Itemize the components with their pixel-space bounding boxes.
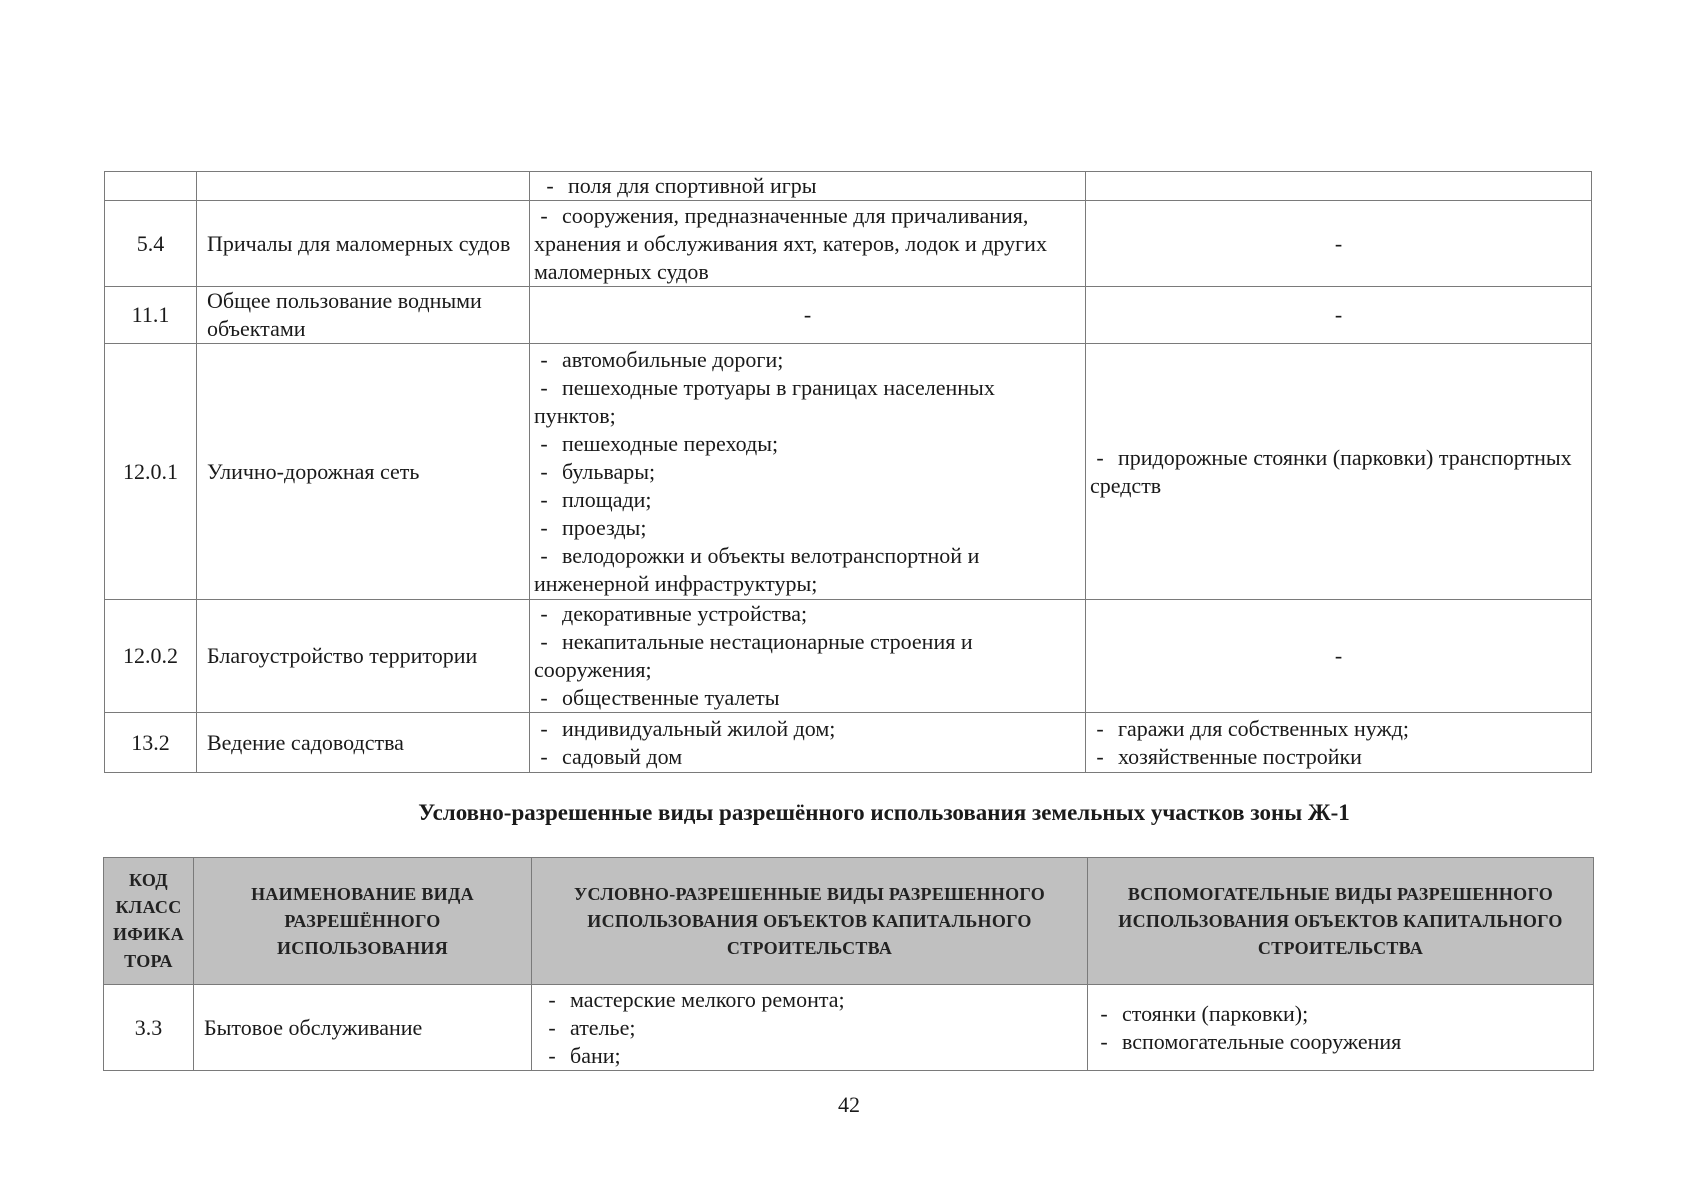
row-code-cell: 5.4 <box>105 201 197 287</box>
list-item: - вспомогательные сооружения <box>1100 1028 1402 1054</box>
row-main-uses-cell <box>530 713 1086 773</box>
row-aux-uses-cell: - <box>1086 287 1592 344</box>
list-item: - площади; <box>540 486 652 512</box>
table-row <box>105 600 1592 713</box>
table-row <box>104 985 1594 1071</box>
row-main-uses-cell <box>530 600 1086 713</box>
table-row <box>105 713 1592 773</box>
page-number: 42 <box>838 1092 860 1117</box>
row-aux-uses-cell: - <box>1086 600 1592 713</box>
row-main-uses-cell <box>530 172 1086 201</box>
table-row <box>105 201 1592 287</box>
table-row <box>105 344 1592 600</box>
list-item: - индивидуальный жилой дом; <box>540 715 836 741</box>
row-main-uses-cell <box>532 985 1088 1071</box>
row-aux-uses-cell <box>1086 172 1592 201</box>
row-code-cell: 11.1 <box>105 287 197 344</box>
list-item: - велодорожки и объекты велотранспортной и инженерной инфраструктуры; <box>534 542 980 596</box>
header-code: КОД КЛАСС ИФИКА ТОРА <box>104 858 194 985</box>
row-main-uses-cell: - <box>530 287 1086 344</box>
row-name-cell: Улично-дорожная сеть <box>197 344 530 600</box>
list-item: - гаражи для собственных нужд; <box>1096 715 1409 741</box>
list-item: - проезды; <box>540 514 647 540</box>
list-item: - хозяйственные постройки <box>1096 743 1362 769</box>
list-item: - бани; <box>548 1042 621 1068</box>
row-aux-uses-cell <box>1086 344 1592 600</box>
row-name-cell: Бытовое обслуживание <box>194 985 532 1071</box>
row-name-cell <box>197 172 530 201</box>
row-main-uses-cell <box>530 201 1086 287</box>
row-code-cell: 12.0.2 <box>105 600 197 713</box>
row-name-cell: Благоустройство территории <box>197 600 530 713</box>
row-aux-uses-cell <box>1086 713 1592 773</box>
table-header-row <box>104 858 1594 985</box>
section-title: Условно-разрешенные виды разрешённого использования земельных участков зоны Ж-1 <box>418 800 1350 825</box>
table-row <box>105 172 1592 201</box>
row-name-cell: Ведение садоводства <box>197 713 530 773</box>
list-item: - бульвары; <box>540 458 656 484</box>
conditional-uses-table <box>103 857 1594 1071</box>
header-main-uses: УСЛОВНО-РАЗРЕШЕННЫЕ ВИДЫ РАЗРЕШЕННОГО ИСПОЛЬЗОВАНИЯ ОБЪЕКТОВ КАПИТАЛЬНОГО СТРОИТЕЛЬСТВА <box>532 858 1088 985</box>
list-item: - придорожные стоянки (парковки) транспортных средств <box>1090 444 1572 498</box>
list-item: - общественные туалеты <box>540 685 780 710</box>
row-code-cell <box>105 172 197 201</box>
permitted-uses-table-continued <box>104 171 1592 773</box>
row-code-cell: 3.3 <box>104 985 194 1071</box>
row-code-cell: 13.2 <box>105 713 197 773</box>
list-item: - некапитальные нестационарные строения и сооружения; <box>534 629 973 682</box>
row-aux-uses-cell: - <box>1086 201 1592 287</box>
row-main-uses-cell <box>530 344 1086 600</box>
list-item: - ателье; <box>548 1014 636 1040</box>
list-item: - мастерские мелкого ремонта; <box>548 986 845 1012</box>
row-code-cell: 12.0.1 <box>105 344 197 600</box>
list-item: - садовый дом <box>540 743 683 769</box>
row-aux-uses-cell <box>1088 985 1594 1071</box>
header-name: НАИМЕНОВАНИЕ ВИДА РАЗРЕШЁННОГО ИСПОЛЬЗОВАНИЯ <box>194 858 532 985</box>
row-name-cell: Причалы для маломерных судов <box>197 201 530 287</box>
list-item: - пешеходные переходы; <box>540 430 779 456</box>
list-item: - стоянки (парковки); <box>1100 1000 1309 1026</box>
list-item: - сооружения, предназначенные для причаливания, хранения и обслуживания яхт, катеров, лодок и других маломерных судов <box>534 202 1047 284</box>
header-aux-uses: ВСПОМОГАТЕЛЬНЫЕ ВИДЫ РАЗРЕШЕННОГО ИСПОЛЬЗОВАНИЯ ОБЪЕКТОВ КАПИТАЛЬНОГО СТРОИТЕЛЬСТВА <box>1088 858 1594 985</box>
list-item: - пешеходные тротуары в границах населенных пунктов; <box>534 374 995 428</box>
list-item: - поля для спортивной игры <box>546 173 817 198</box>
list-item: - автомобильные дороги; <box>540 346 784 372</box>
table-row <box>105 287 1592 344</box>
row-name-cell: Общее пользование водными объектами <box>197 287 530 344</box>
list-item: - декоративные устройства; <box>540 601 808 626</box>
